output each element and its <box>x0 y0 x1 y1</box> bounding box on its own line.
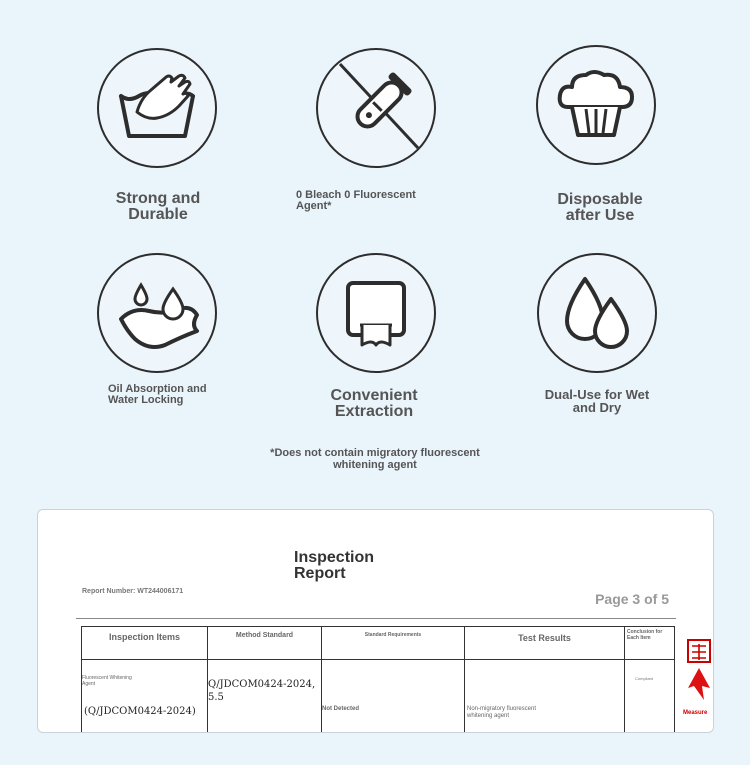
strong-durable-circle <box>97 48 217 168</box>
cell-result <box>465 660 625 734</box>
wet-dry-circle <box>537 253 657 373</box>
fluorescent-note: *Does not contain migratory fluorescent whitening agent <box>270 447 480 472</box>
seal-text: Measure <box>683 710 708 716</box>
inspection-table <box>81 626 675 733</box>
header-standard-requirements: Standard Requirements <box>322 627 465 660</box>
cell-conclusion <box>625 660 675 734</box>
feature-label-extraction: Convenient Extraction <box>330 387 418 420</box>
cell-method <box>208 660 322 734</box>
report-number: Report Number: WT244006171 <box>82 588 184 595</box>
extraction-circle <box>316 253 436 373</box>
hand-wash-icon <box>99 50 215 166</box>
table-row <box>82 660 675 734</box>
cell-result-text: Non-migratory fluorescent whitening agent <box>467 706 537 720</box>
inspection-report-card <box>37 509 714 733</box>
cell-method-text: Q/JDCOM0424-2024, 5.5 <box>208 679 316 703</box>
cupcake-icon <box>538 47 654 163</box>
table-header-row <box>82 627 675 660</box>
feature-label-strong: Strong and Durable <box>115 190 201 223</box>
water-drop-tissue-icon <box>99 255 215 371</box>
no-bleach-circle <box>316 48 436 168</box>
cell-item-name: Fluorescent Whitening Agent <box>82 675 132 687</box>
header-conclusion: Conclusion for Each Item <box>625 627 675 660</box>
feature-label-disposable: Disposable after Use <box>557 191 643 224</box>
feature-label-bleach: 0 Bleach 0 Fluorescent Agent* <box>296 189 416 212</box>
report-title: Inspection Report <box>294 549 375 582</box>
quality-seal <box>683 638 714 716</box>
double-drop-icon <box>539 255 655 371</box>
report-divider <box>76 618 676 619</box>
feature-label-wetdry: Dual-Use for Wet and Dry <box>544 387 650 415</box>
cell-item <box>82 660 208 734</box>
cell-requirement <box>322 660 465 734</box>
no-test-tube-icon <box>318 50 434 166</box>
feature-label-oil: Oil Absorption and Water Locking <box>108 383 207 406</box>
tissue-dispenser-icon <box>318 255 434 371</box>
cell-conclusion-text: Compliant <box>635 676 654 681</box>
disposable-circle <box>536 45 656 165</box>
cell-requirement-text: Not Detected <box>322 706 360 712</box>
seal-mark-icon <box>686 638 714 708</box>
report-page: Page 3 of 5 <box>595 591 669 607</box>
cell-item-standard: (Q/JDCOM0424-2024) <box>84 706 196 717</box>
oil-absorption-circle <box>97 253 217 373</box>
header-test-results: Test Results <box>465 627 625 660</box>
header-inspection-items: Inspection Items <box>82 627 208 660</box>
header-method-standard: Method Standard <box>208 627 322 660</box>
